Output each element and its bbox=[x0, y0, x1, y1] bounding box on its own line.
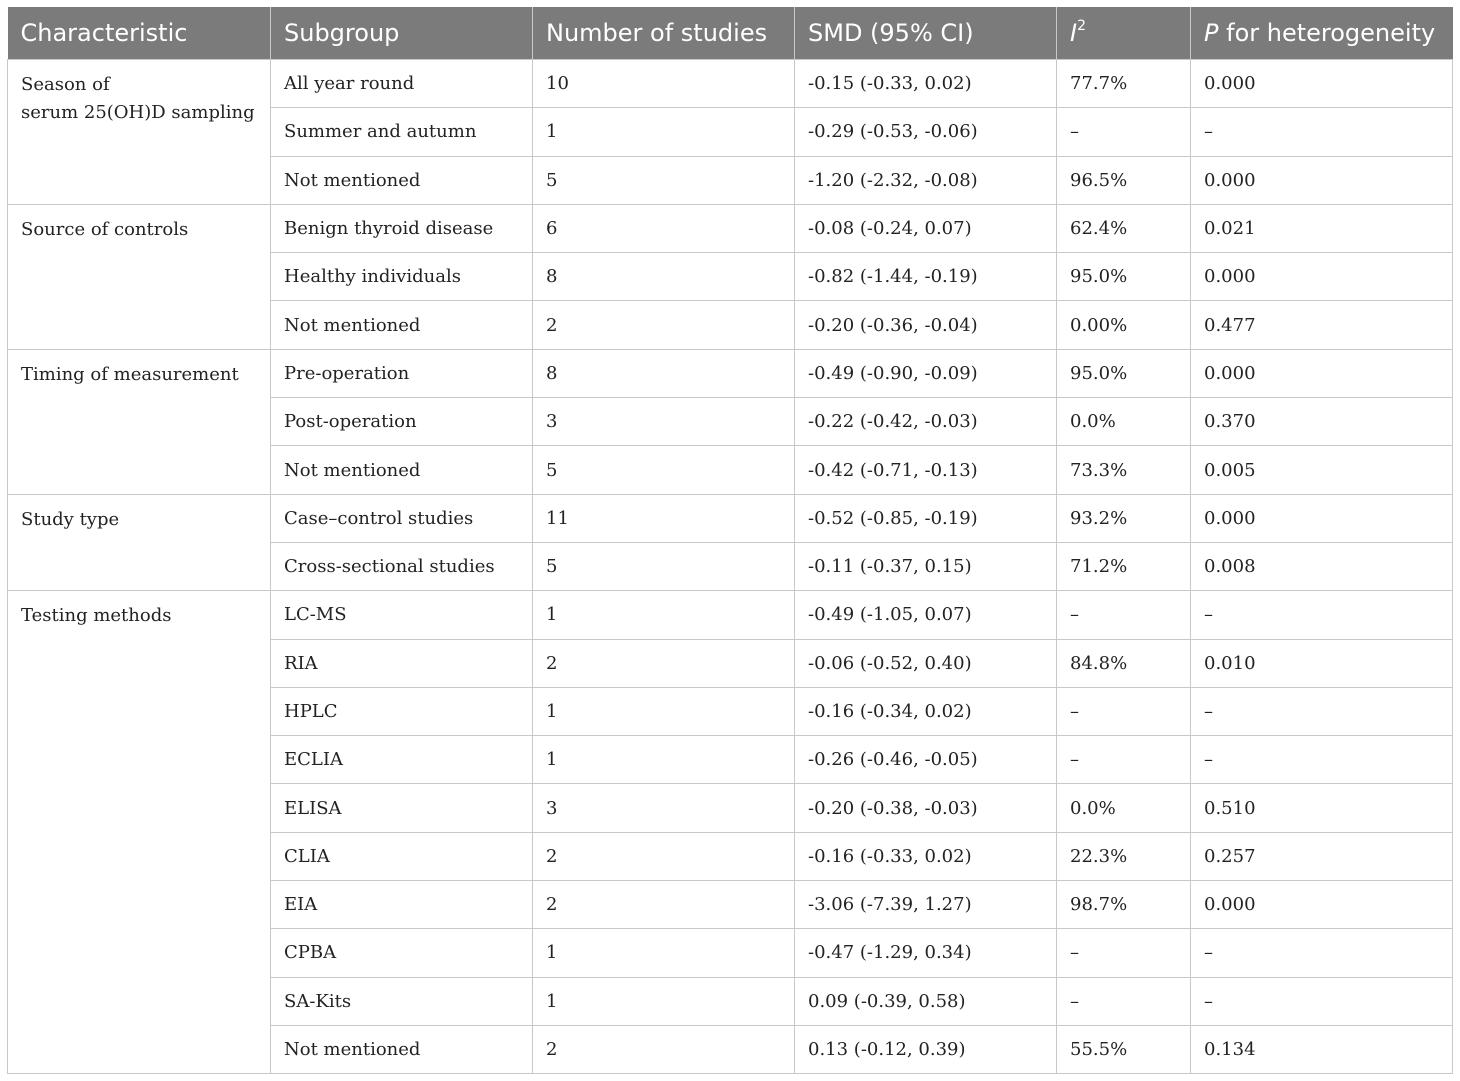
p-value-cell: 0.000 bbox=[1191, 60, 1453, 108]
i-squared-cell: 0.00% bbox=[1057, 301, 1191, 349]
smd-cell: -0.29 (-0.53, -0.06) bbox=[795, 108, 1057, 156]
subgroup-cell: CPBA bbox=[271, 929, 533, 977]
subgroup-cell: SA-Kits bbox=[271, 977, 533, 1025]
subgroup-cell: Pre-operation bbox=[271, 349, 533, 397]
characteristic-line: Source of controls bbox=[21, 218, 189, 240]
p-value-cell: – bbox=[1191, 108, 1453, 156]
p-value-cell: 0.010 bbox=[1191, 639, 1453, 687]
i-squared-cell: – bbox=[1057, 929, 1191, 977]
i-squared-cell: 62.4% bbox=[1057, 204, 1191, 252]
p-value-cell: 0.370 bbox=[1191, 398, 1453, 446]
characteristic-cell bbox=[8, 349, 271, 494]
smd-cell: 0.13 (-0.12, 0.39) bbox=[795, 1025, 1057, 1073]
p-value-cell: 0.134 bbox=[1191, 1025, 1453, 1073]
header-i-superscript: 2 bbox=[1077, 18, 1086, 34]
subgroup-cell: Post-operation bbox=[271, 398, 533, 446]
header-i-letter: I bbox=[1070, 19, 1078, 47]
subgroup-cell: Not mentioned bbox=[271, 1025, 533, 1073]
studies-count-cell: 1 bbox=[533, 977, 795, 1025]
subgroup-cell: LC-MS bbox=[271, 591, 533, 639]
i-squared-cell: 55.5% bbox=[1057, 1025, 1191, 1073]
characteristic-line: serum 25(OH)D sampling bbox=[21, 102, 255, 123]
studies-count-cell: 2 bbox=[533, 639, 795, 687]
subgroup-cell: CLIA bbox=[271, 832, 533, 880]
characteristic-line: Season of bbox=[21, 74, 110, 95]
p-value-cell: 0.000 bbox=[1191, 253, 1453, 301]
i-squared-cell: 73.3% bbox=[1057, 446, 1191, 494]
smd-cell: -0.16 (-0.33, 0.02) bbox=[795, 832, 1057, 880]
p-value-cell: 0.510 bbox=[1191, 784, 1453, 832]
subgroup-cell: EIA bbox=[271, 881, 533, 929]
studies-count-cell: 2 bbox=[533, 881, 795, 929]
subgroup-cell: Healthy individuals bbox=[271, 253, 533, 301]
table-row bbox=[8, 204, 1453, 252]
studies-count-cell: 8 bbox=[533, 349, 795, 397]
studies-count-cell: 1 bbox=[533, 736, 795, 784]
table-row bbox=[8, 349, 1453, 397]
smd-cell: -1.20 (-2.32, -0.08) bbox=[795, 156, 1057, 204]
table-row bbox=[8, 591, 1453, 639]
i-squared-cell: 71.2% bbox=[1057, 542, 1191, 590]
smd-cell: -0.22 (-0.42, -0.03) bbox=[795, 398, 1057, 446]
subgroup-cell: Summer and autumn bbox=[271, 108, 533, 156]
smd-cell: -0.20 (-0.36, -0.04) bbox=[795, 301, 1057, 349]
characteristic-cell bbox=[8, 591, 271, 1074]
header-smd: SMD (95% CI) bbox=[795, 7, 1057, 60]
subgroup-cell: Cross-sectional studies bbox=[271, 542, 533, 590]
subgroup-cell: Not mentioned bbox=[271, 301, 533, 349]
smd-cell: -0.49 (-0.90, -0.09) bbox=[795, 349, 1057, 397]
i-squared-cell: – bbox=[1057, 687, 1191, 735]
subgroup-cell: ECLIA bbox=[271, 736, 533, 784]
studies-count-cell: 1 bbox=[533, 591, 795, 639]
characteristic-line: Testing methods bbox=[21, 605, 172, 627]
smd-cell: -0.52 (-0.85, -0.19) bbox=[795, 494, 1057, 542]
studies-count-cell: 5 bbox=[533, 446, 795, 494]
studies-count-cell: 3 bbox=[533, 398, 795, 446]
studies-count-cell: 5 bbox=[533, 542, 795, 590]
studies-count-cell: 5 bbox=[533, 156, 795, 204]
table-row bbox=[8, 494, 1453, 542]
p-value-cell: – bbox=[1191, 687, 1453, 735]
smd-cell: -0.49 (-1.05, 0.07) bbox=[795, 591, 1057, 639]
smd-cell: -0.06 (-0.52, 0.40) bbox=[795, 639, 1057, 687]
i-squared-cell: 84.8% bbox=[1057, 639, 1191, 687]
p-value-cell: 0.005 bbox=[1191, 446, 1453, 494]
i-squared-cell: – bbox=[1057, 736, 1191, 784]
header-i-squared bbox=[1057, 7, 1191, 60]
header-p-text: for heterogeneity bbox=[1218, 19, 1436, 47]
header-subgroup: Subgroup bbox=[271, 7, 533, 60]
studies-count-cell: 1 bbox=[533, 929, 795, 977]
p-value-cell: 0.477 bbox=[1191, 301, 1453, 349]
p-value-cell: 0.000 bbox=[1191, 156, 1453, 204]
p-value-cell: 0.000 bbox=[1191, 494, 1453, 542]
table-row bbox=[8, 60, 1453, 108]
studies-count-cell: 2 bbox=[533, 1025, 795, 1073]
smd-cell: -0.16 (-0.34, 0.02) bbox=[795, 687, 1057, 735]
p-value-cell: – bbox=[1191, 929, 1453, 977]
p-value-cell: 0.000 bbox=[1191, 881, 1453, 929]
p-value-cell: – bbox=[1191, 591, 1453, 639]
smd-cell: -0.11 (-0.37, 0.15) bbox=[795, 542, 1057, 590]
header-number-of-studies: Number of studies bbox=[533, 7, 795, 60]
studies-count-cell: 1 bbox=[533, 687, 795, 735]
subgroup-cell: All year round bbox=[271, 60, 533, 108]
smd-cell: -0.08 (-0.24, 0.07) bbox=[795, 204, 1057, 252]
i-squared-cell: 95.0% bbox=[1057, 253, 1191, 301]
i-squared-cell: 0.0% bbox=[1057, 784, 1191, 832]
i-squared-cell: 93.2% bbox=[1057, 494, 1191, 542]
studies-count-cell: 2 bbox=[533, 301, 795, 349]
i-squared-cell: – bbox=[1057, 108, 1191, 156]
i-squared-cell: 95.0% bbox=[1057, 349, 1191, 397]
table-header bbox=[8, 7, 1453, 60]
i-squared-cell: 96.5% bbox=[1057, 156, 1191, 204]
header-p-heterogeneity bbox=[1191, 7, 1453, 60]
i-squared-cell: 22.3% bbox=[1057, 832, 1191, 880]
characteristic-cell bbox=[8, 204, 271, 349]
p-value-cell: 0.021 bbox=[1191, 204, 1453, 252]
subgroup-cell: Case–control studies bbox=[271, 494, 533, 542]
characteristic-line: Timing of measurement bbox=[21, 363, 239, 385]
studies-count-cell: 2 bbox=[533, 832, 795, 880]
studies-count-cell: 3 bbox=[533, 784, 795, 832]
characteristic-line: Study type bbox=[21, 508, 120, 530]
smd-cell: -0.20 (-0.38, -0.03) bbox=[795, 784, 1057, 832]
smd-cell: -0.82 (-1.44, -0.19) bbox=[795, 253, 1057, 301]
subgroup-cell: Benign thyroid disease bbox=[271, 204, 533, 252]
studies-count-cell: 11 bbox=[533, 494, 795, 542]
header-characteristic: Characteristic bbox=[8, 7, 271, 60]
smd-cell: -0.42 (-0.71, -0.13) bbox=[795, 446, 1057, 494]
studies-count-cell: 1 bbox=[533, 108, 795, 156]
studies-count-cell: 10 bbox=[533, 60, 795, 108]
characteristic-cell bbox=[8, 60, 271, 205]
i-squared-cell: 0.0% bbox=[1057, 398, 1191, 446]
subgroup-analysis-table bbox=[7, 7, 1453, 1074]
i-squared-cell: 77.7% bbox=[1057, 60, 1191, 108]
studies-count-cell: 6 bbox=[533, 204, 795, 252]
studies-count-cell: 8 bbox=[533, 253, 795, 301]
i-squared-cell: 98.7% bbox=[1057, 881, 1191, 929]
subgroup-cell: HPLC bbox=[271, 687, 533, 735]
smd-cell: -0.15 (-0.33, 0.02) bbox=[795, 60, 1057, 108]
i-squared-cell: – bbox=[1057, 591, 1191, 639]
subgroup-cell: Not mentioned bbox=[271, 446, 533, 494]
characteristic-cell bbox=[8, 494, 271, 591]
smd-cell: -0.47 (-1.29, 0.34) bbox=[795, 929, 1057, 977]
subgroup-cell: RIA bbox=[271, 639, 533, 687]
p-value-cell: 0.000 bbox=[1191, 349, 1453, 397]
p-value-cell: 0.008 bbox=[1191, 542, 1453, 590]
header-p-letter: P bbox=[1204, 19, 1219, 47]
smd-cell: -3.06 (-7.39, 1.27) bbox=[795, 881, 1057, 929]
p-value-cell: 0.257 bbox=[1191, 832, 1453, 880]
p-value-cell: – bbox=[1191, 977, 1453, 1025]
subgroup-cell: ELISA bbox=[271, 784, 533, 832]
smd-cell: -0.26 (-0.46, -0.05) bbox=[795, 736, 1057, 784]
i-squared-cell: – bbox=[1057, 977, 1191, 1025]
header-row bbox=[8, 7, 1453, 60]
p-value-cell: – bbox=[1191, 736, 1453, 784]
table-body bbox=[8, 60, 1453, 1074]
subgroup-cell: Not mentioned bbox=[271, 156, 533, 204]
smd-cell: 0.09 (-0.39, 0.58) bbox=[795, 977, 1057, 1025]
